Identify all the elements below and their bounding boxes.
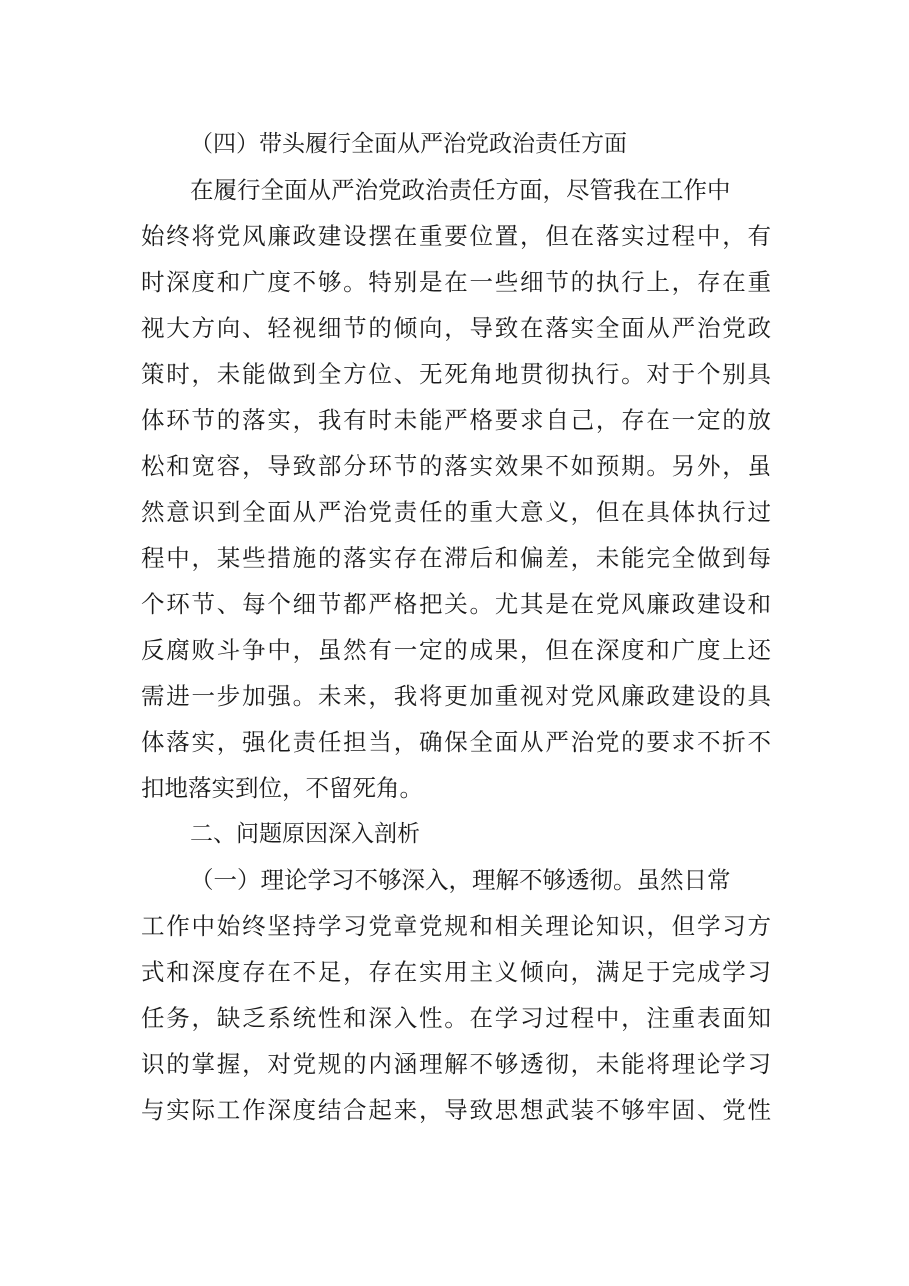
paragraph-line: 程中，某些措施的落实存在滞后和偏差，未能完全做到每 bbox=[141, 544, 771, 572]
paragraph-line: 工作中始终坚持学习党章党规和相关理论知识，但学习方 bbox=[141, 912, 771, 940]
paragraph-line: 与实际工作深度结合起来，导致思想武装不够牢固、党性 bbox=[141, 1096, 771, 1124]
paragraph-line: 需进一步加强。未来，我将更加重视对党风廉政建设的具 bbox=[141, 682, 771, 710]
paragraph-line: 体环节的落实，我有时未能严格要求自己，存在一定的放 bbox=[141, 406, 771, 434]
section-heading-two: 二、问题原因深入剖析 bbox=[190, 821, 420, 847]
paragraph-line: 个环节、每个细节都严格把关。尤其是在党风廉政建设和 bbox=[141, 590, 771, 618]
paragraph-line: 识的掌握，对党规的内涵理解不够透彻，未能将理论学习 bbox=[141, 1050, 771, 1078]
paragraph-line: 扣地落实到位，不留死角。 bbox=[141, 774, 423, 802]
section-heading-four: （四）带头履行全面从严治党政治责任方面 bbox=[190, 131, 627, 157]
paragraph-line: （一）理论学习不够深入，理解不够透彻。虽然日常 bbox=[190, 866, 731, 894]
paragraph-line: 体落实，强化责任担当，确保全面从严治党的要求不折不 bbox=[141, 728, 771, 756]
paragraph-line: 时深度和广度不够。特别是在一些细节的执行上，存在重 bbox=[141, 268, 771, 296]
paragraph-line: 然意识到全面从严治党责任的重大意义，但在具体执行过 bbox=[141, 498, 771, 526]
paragraph-line: 策时，未能做到全方位、无死角地贯彻执行。对于个别具 bbox=[141, 360, 771, 388]
paragraph-line: 始终将党风廉政建设摆在重要位置，但在落实过程中，有 bbox=[141, 222, 771, 250]
paragraph-line: 式和深度存在不足，存在实用主义倾向，满足于完成学习 bbox=[141, 958, 771, 986]
paragraph-line: 视大方向、轻视细节的倾向，导致在落实全面从严治党政 bbox=[141, 314, 771, 342]
paragraph-line: 反腐败斗争中，虽然有一定的成果，但在深度和广度上还 bbox=[141, 636, 771, 664]
paragraph-line: 在履行全面从严治党政治责任方面，尽管我在工作中 bbox=[190, 176, 731, 204]
paragraph-line: 松和宽容，导致部分环节的落实效果不如预期。另外，虽 bbox=[141, 452, 771, 480]
paragraph-line: 任务，缺乏系统性和深入性。在学习过程中，注重表面知 bbox=[141, 1004, 771, 1032]
